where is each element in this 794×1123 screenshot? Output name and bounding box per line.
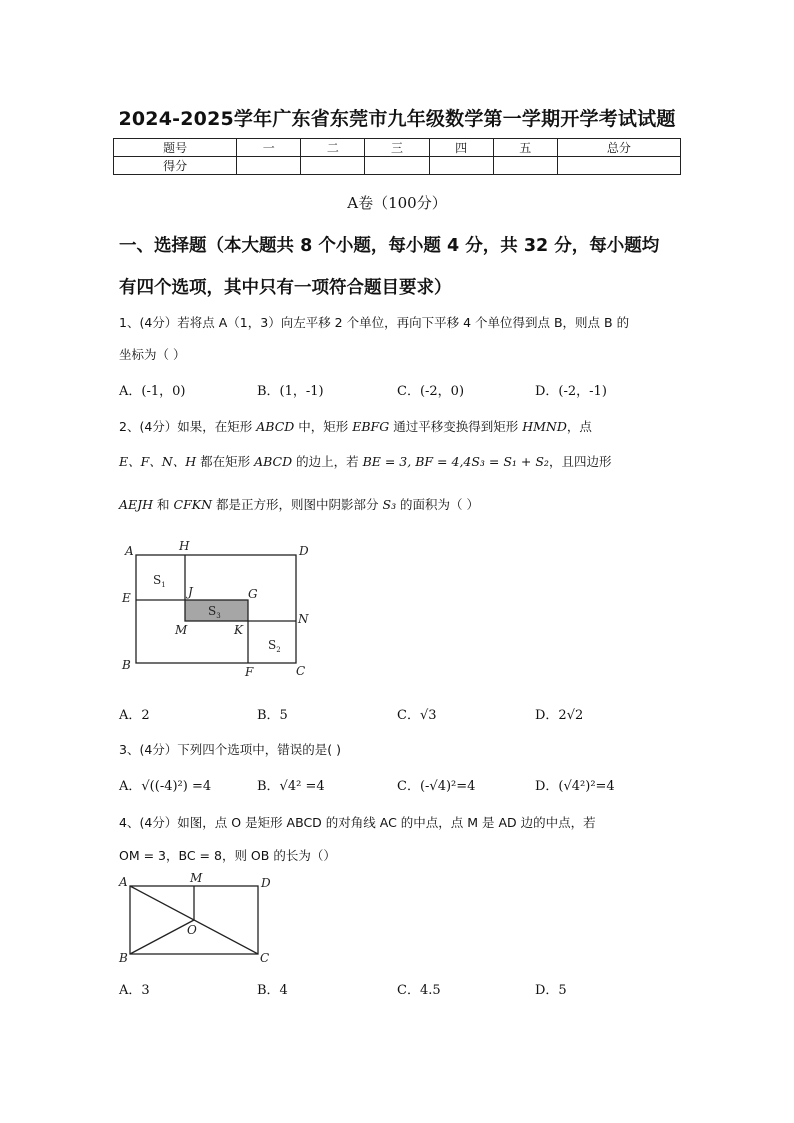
label-s2: $S_2$ [268,638,281,654]
q3-option-a: A．√((-4)²) =4 [119,779,212,794]
section1-heading-line2: 有四个选项，其中只有一项符合题目要求） [119,278,452,298]
score-cell [429,157,493,175]
label-n: N [298,612,309,626]
label-e: E [122,591,131,605]
page-title: 2024-2025学年广东省东莞市九年级数学第一学期开学考试试题 [118,108,676,130]
score-table-header-cell: 一 [237,139,301,157]
score-table-header-cell: 二 [301,139,365,157]
score-cell [365,157,429,175]
section-a-heading: A卷（100分） [347,194,447,212]
q3-option-c: C．(-√4)²=4 [397,779,476,794]
score-row-label: 得分 [114,157,237,175]
q2-option-c: C．√3 [397,708,437,723]
label-o-q4: O [187,923,197,937]
q2-option-b: B．5 [257,708,288,723]
q3-text-line1: 3、(4分）下列四个选项中，错误的是( ) [119,742,342,757]
score-table-header-cell: 总分 [557,139,680,157]
section1-heading-line1: 一、选择题（本大题共 8 个小题，每小题 4 分，共 32 分，每小题均 [119,236,660,256]
label-b-q4: B [119,951,128,965]
q3-option-b: B．√4² =4 [257,779,325,794]
label-f: F [245,665,254,679]
label-h: H [179,539,190,553]
label-k: K [234,623,243,637]
score-table-header-cell: 四 [429,139,493,157]
q1-option-b: B．(1，-1) [257,384,324,399]
q4-option-c: C．4.5 [397,983,441,998]
q4-text-line1: 4、(4分）如图，点 O 是矩形 ABCD 的对角线 AC 的中点，点 M 是 AD 边的中点，若 [119,815,596,830]
score-table-score-row [114,157,681,175]
score-cell [301,157,365,175]
label-s1: $S_1$ [153,573,166,589]
q1-text-line1: 1、(4分）若将点 A（1，3）向左平移 2 个单位，再向下平移 4 个单位得到点 B，则点 B 的 [119,315,630,330]
score-table-header-row [114,139,681,157]
score-cell [237,157,301,175]
segment-bo [130,920,194,954]
q4-option-d: D．5 [535,983,567,998]
q4-text-line2: OM = 3，BC = 8，则 OB 的长为（） [119,848,336,863]
q4-option-a: A．3 [119,983,150,998]
label-a: A [125,544,134,558]
label-s3: $S_3$ [208,604,221,620]
label-c: C [296,664,306,678]
label-d: D [299,544,309,558]
score-table-header-cell: 三 [365,139,429,157]
label-m-q4: M [190,871,203,885]
score-table-header-cell: 题号 [114,139,237,157]
q1-option-c: C．(-2，0) [397,384,465,399]
q4-figure [115,868,280,968]
q3-option-d: D．(√4²)²=4 [535,779,615,794]
q2-text-line2: E、F、N、H 都在矩形 ABCD 的边上，若 BE = 3, BF = 4,4S₃ = S₁ + S₂，且四边形 [119,454,612,469]
label-d-q4: D [261,876,271,890]
label-c-q4: C [260,951,270,965]
label-b: B [122,658,131,672]
label-a-q4: A [119,875,128,889]
score-table [113,138,681,175]
q4-option-b: B．4 [257,983,288,998]
q2-text-line1: 2、(4分）如果，在矩形 ABCD 中，矩形 EBFG 通过平移变换得到矩形 HMND，点 [119,419,592,434]
q2-text-line3: AEJH 和 CFKN 都是正方形，则图中阴影部分 S₃ 的面积为（ ） [119,497,480,512]
score-cell [493,157,557,175]
q2-option-a: A．2 [119,708,150,723]
q1-text-line2: 坐标为（ ） [119,347,186,362]
q1-option-d: D．(-2，-1) [535,384,607,399]
label-g: G [248,587,258,601]
q2-figure [115,538,315,683]
score-cell [557,157,680,175]
label-j: J [188,585,193,599]
label-m: M [175,623,188,637]
q1-option-a: A．(-1，0) [119,384,186,399]
score-table-header-cell: 五 [493,139,557,157]
q2-option-d: D．2√2 [535,708,584,723]
